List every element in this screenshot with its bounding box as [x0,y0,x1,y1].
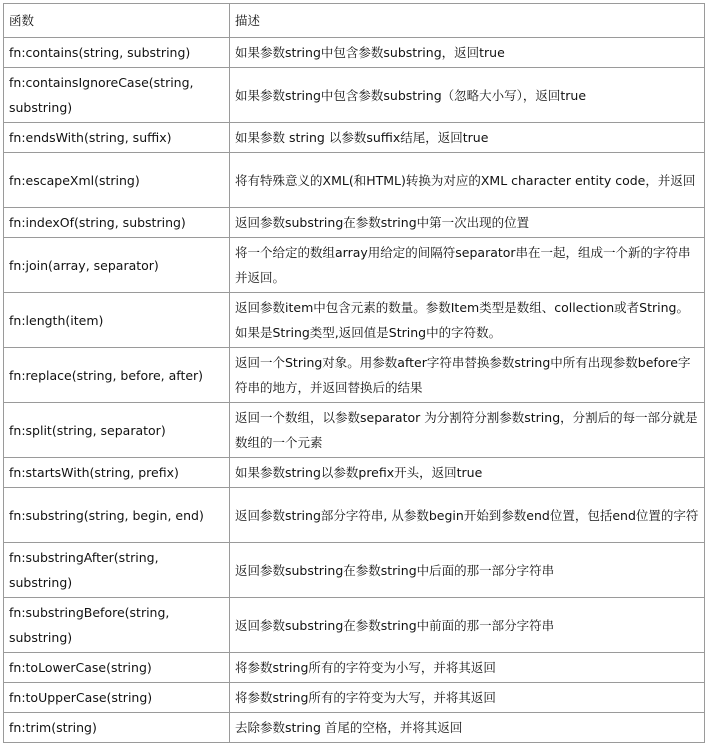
table-row [4,713,705,743]
table-row [4,208,705,238]
description-cell: 将参数string所有的字符变为小写，并将其返回 [230,653,705,683]
table-row [4,543,705,598]
description-cell: 如果参数string中包含参数substring，返回true [230,38,705,68]
description-cell: 如果参数string中包含参数substring（忽略大小写），返回true [230,68,705,123]
table-row [4,403,705,458]
description-cell: 返回参数substring在参数string中后面的那一部分字符串 [230,543,705,598]
description-cell: 返回参数string部分字符串, 从参数begin开始到参数end位置，包括end位置的字符 [230,488,705,543]
function-cell: fn:containsIgnoreCase(string, substring) [4,68,230,123]
function-cell: fn:trim(string) [4,713,230,743]
function-cell: fn:toUpperCase(string) [4,683,230,713]
function-cell: fn:indexOf(string, substring) [4,208,230,238]
function-cell: fn:split(string, separator) [4,403,230,458]
description-cell: 如果参数 string 以参数suffix结尾，返回true [230,123,705,153]
table-row [4,123,705,153]
function-cell: fn:substring(string, begin, end) [4,488,230,543]
function-cell: fn:contains(string, substring) [4,38,230,68]
table-row [4,598,705,653]
function-cell: fn:length(item) [4,293,230,348]
description-cell: 将参数string所有的字符变为大写，并将其返回 [230,683,705,713]
table-header-row [4,4,705,38]
function-cell: fn:replace(string, before, after) [4,348,230,403]
description-cell: 返回一个数组，以参数separator 为分割符分割参数string，分割后的每一部分就是数组的一个元素 [230,403,705,458]
table-row [4,653,705,683]
function-cell: fn:substringAfter(string, substring) [4,543,230,598]
table-row [4,293,705,348]
table-row [4,488,705,543]
function-cell: fn:escapeXml(string) [4,153,230,208]
description-cell: 返回参数substring在参数string中第一次出现的位置 [230,208,705,238]
function-cell: fn:endsWith(string, suffix) [4,123,230,153]
function-cell: fn:join(array, separator) [4,238,230,293]
function-cell: fn:substringBefore(string, substring) [4,598,230,653]
table-row [4,153,705,208]
description-cell: 返回一个String对象。用参数after字符串替换参数string中所有出现参数before字符串的地方，并返回替换后的结果 [230,348,705,403]
header-description: 描述 [230,4,705,38]
table-row [4,238,705,293]
table-row [4,348,705,403]
table-row [4,68,705,123]
table-row [4,458,705,488]
header-function: 函数 [4,4,230,38]
function-table [3,3,705,743]
function-cell: fn:startsWith(string, prefix) [4,458,230,488]
description-cell: 将一个给定的数组array用给定的间隔符separator串在一起，组成一个新的字符串并返回。 [230,238,705,293]
table-row [4,38,705,68]
description-cell: 返回参数item中包含元素的数量。参数Item类型是数组、collection或者String。如果是String类型,返回值是String中的字符数。 [230,293,705,348]
function-cell: fn:toLowerCase(string) [4,653,230,683]
description-cell: 返回参数substring在参数string中前面的那一部分字符串 [230,598,705,653]
description-cell: 去除参数string 首尾的空格，并将其返回 [230,713,705,743]
description-cell: 如果参数string以参数prefix开头，返回true [230,458,705,488]
description-cell: 将有特殊意义的XML(和HTML)转换为对应的XML character entity code，并返回 [230,153,705,208]
table-row [4,683,705,713]
